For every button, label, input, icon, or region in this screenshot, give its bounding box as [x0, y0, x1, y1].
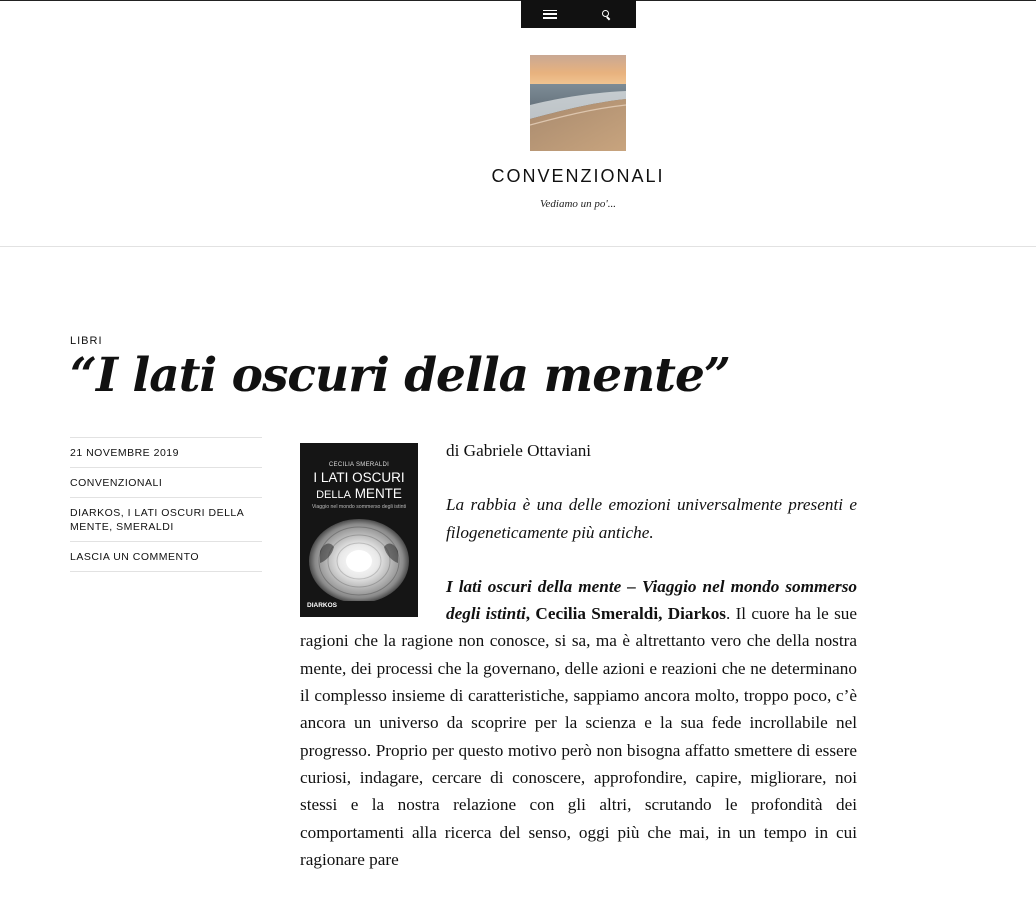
post-date-link[interactable]: 21 NOVEMBRE 2019: [70, 437, 262, 467]
menu-toggle-button[interactable]: [521, 0, 578, 28]
post-title: “I lati oscuri della mente”: [70, 348, 730, 403]
post-byline: di Gabriele Ottaviani: [446, 441, 592, 460]
comma-text: ,: [525, 604, 536, 624]
search-icon: [602, 10, 611, 19]
post-body-text: . Il cuore ha le sue ragioni che la ragione non conosce, si sa, ma è altrettanto vero che della nostra mente, dei processi che la governano, delle azioni e reazioni che ne determinano il complesso insieme di caratteristiche, sappiamo ancora molto, troppo poco, c’è ancora un universo da scoprire per la scienza e la sua fede incrollabile nel progresso. Proprio per questo motivo però non bisogna affatto smettere di essere curiosi, indagare, cercare di conoscere, approfondire, capire, migliorare, noi stessi e la nostra relazione con gli altri, scrutando le profondità dei comportamenti alla ricerca del senso, oggi più che mai, in un tempo in cui ragionare pare: [300, 604, 857, 869]
book-cover-title: I LATI OSCURI DELLA MENTE: [313, 470, 405, 501]
book-cover-tunnel-art: [300, 511, 418, 601]
book-author-publisher: Cecilia Smeraldi, Diarkos: [535, 604, 726, 624]
book-cover-publisher: DIARKOS: [307, 602, 337, 609]
book-title-text: I lati oscuri della mente – Viaggio nel mondo sommerso degli istinti: [446, 576, 857, 624]
post-tags-link[interactable]: DIARKOS, I LATI OSCURI DELLA MENTE, SMERALDI: [70, 497, 262, 541]
top-border: [0, 0, 1036, 1]
hamburger-icon: [543, 10, 557, 19]
post-lead-text: La rabbia è una delle emozioni universalmente presenti e filogeneticamente più antiche.: [446, 495, 857, 542]
post-category-link[interactable]: LIBRI: [70, 335, 103, 347]
leave-comment-link[interactable]: LASCIA UN COMMENTO: [70, 541, 262, 572]
site-logo-image[interactable]: [530, 55, 626, 151]
search-toggle-button[interactable]: [578, 0, 635, 28]
book-cover-author: CECILIA SMERALDI: [328, 462, 390, 468]
site-tagline: Vediamo un po'...: [540, 198, 616, 210]
header-divider: [0, 246, 1036, 247]
post-author-link[interactable]: CONVENZIONALI: [70, 467, 262, 497]
post-meta: [70, 437, 262, 572]
top-toolbar: [521, 0, 636, 28]
book-cover-subtitle: Viaggio nel mondo sommerso degli istinti: [311, 504, 407, 510]
site-title[interactable]: CONVENZIONALI: [491, 166, 665, 186]
book-cover-image[interactable]: [300, 443, 418, 617]
